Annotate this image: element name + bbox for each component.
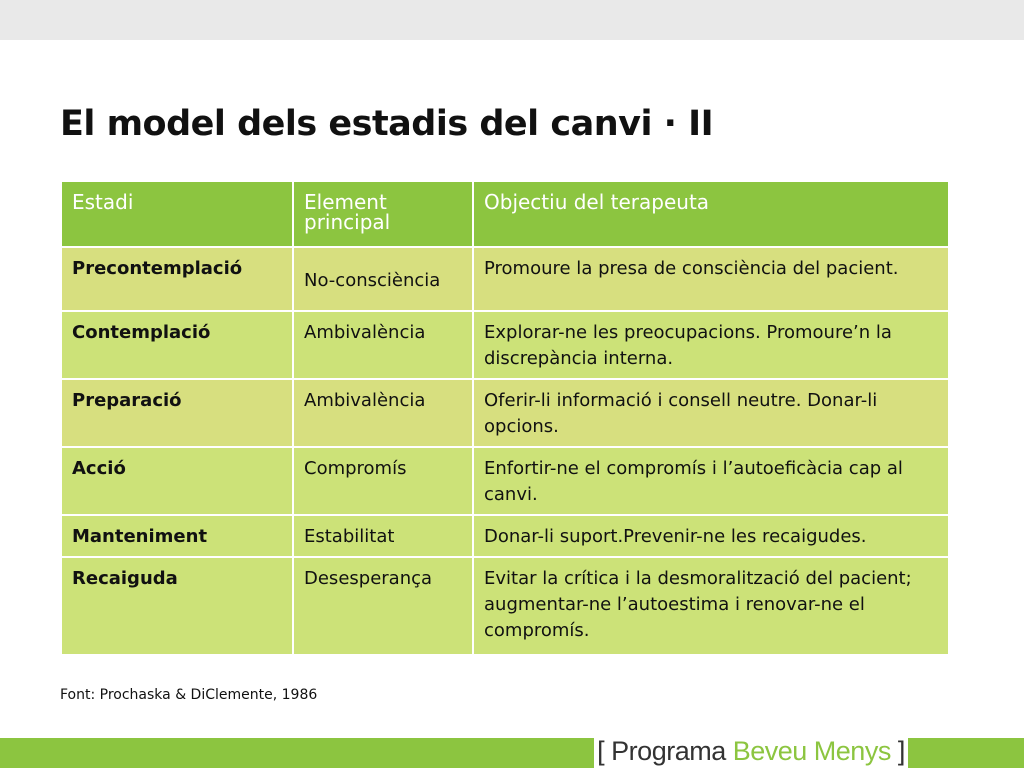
header-element: Element principal [293,181,473,247]
table-row [61,515,949,557]
stages-table [60,180,950,656]
header-stage: Estadi [61,181,293,247]
table-row [61,379,949,447]
table-row [61,447,949,515]
header-goal: Objectiu del terapeuta [473,181,949,247]
element-cell: Estabilitat [293,515,473,557]
goal-cell: Promoure la presa de consciència del pacient. [473,247,949,311]
brand-close-bracket: ] [897,735,905,766]
goal-cell: Oferir-li informació i consell neutre. Donar-li opcions. [473,379,949,447]
slide-title: El model dels estadis del canvi · II [60,104,714,144]
table-header-row [61,181,949,247]
stage-cell: Contemplació [61,311,293,379]
brand-logo [594,734,908,768]
top-band [0,0,1024,40]
element-cell: No-consciència [293,247,473,311]
stage-cell: Acció [61,447,293,515]
table-row [61,311,949,379]
stage-cell: Recaiguda [61,557,293,655]
stage-cell: Precontemplació [61,247,293,311]
element-cell: Ambivalència [293,379,473,447]
element-cell: Ambivalència [293,311,473,379]
brand-word-programa: Programa [611,735,726,766]
stage-cell: Manteniment [61,515,293,557]
source-citation: Font: Prochaska & DiClemente, 1986 [60,687,318,703]
element-cell: Compromís [293,447,473,515]
table-row [61,557,949,655]
goal-cell: Evitar la crítica i la desmoralització del pacient; augmentar-ne l’autoestima i renovar-ne el compromís. [473,557,949,655]
goal-cell: Enfortir-ne el compromís i l’autoeficàcia cap al canvi. [473,447,949,515]
table-row [61,247,949,311]
element-cell: Desesperança [293,557,473,655]
goal-cell: Donar-li suport.Prevenir-ne les recaigudes. [473,515,949,557]
stage-cell: Preparació [61,379,293,447]
brand-word-beveu-menys: Beveu Menys [732,735,891,766]
brand-open-bracket: [ [597,735,605,766]
goal-cell: Explorar-ne les preocupacions. Promoure’n la discrepància interna. [473,311,949,379]
